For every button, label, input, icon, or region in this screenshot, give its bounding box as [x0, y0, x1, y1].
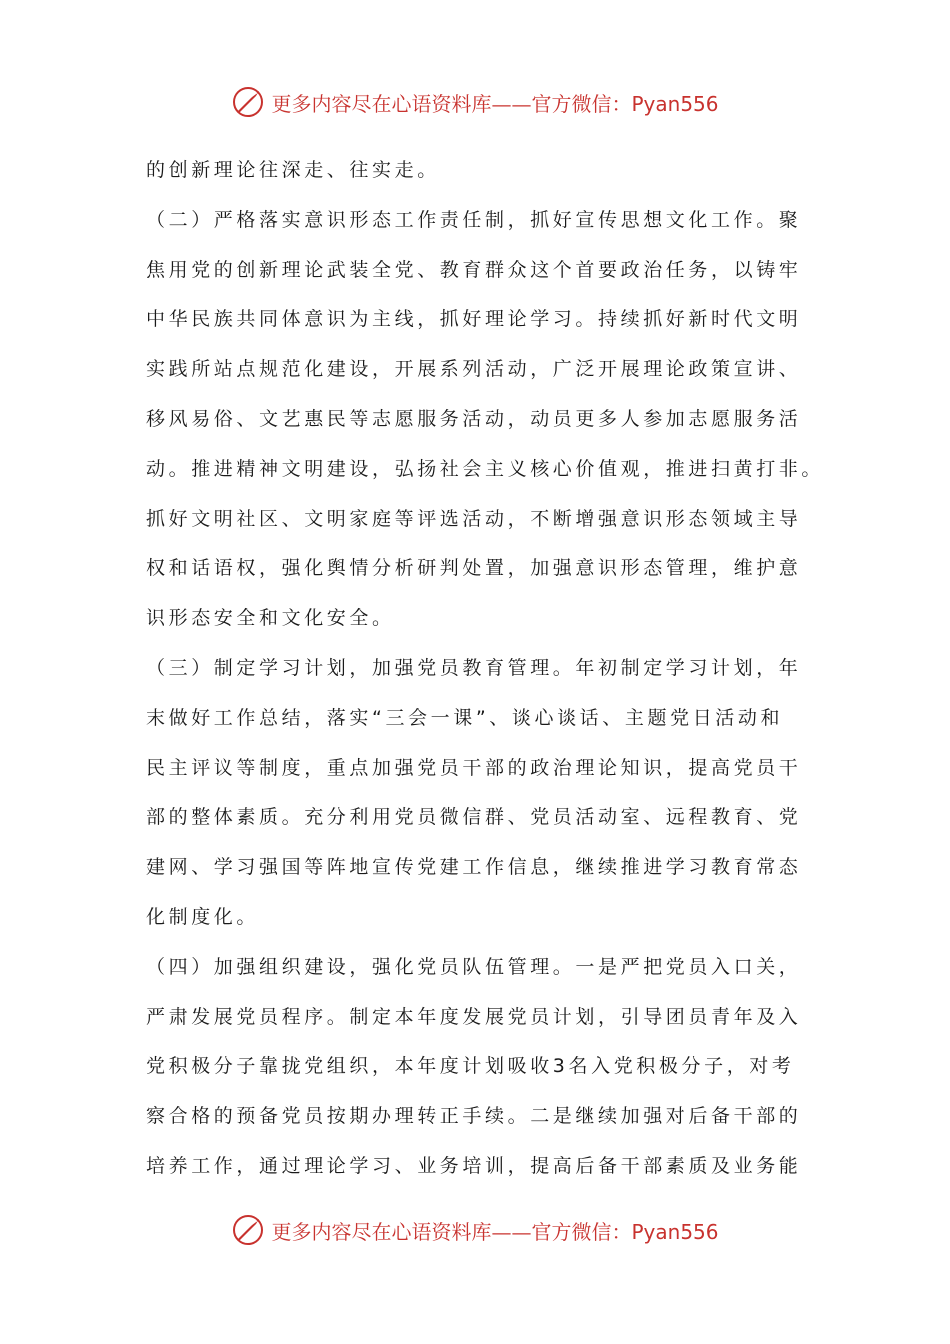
footer-watermark: [0, 1208, 950, 1252]
watermark-text: [271, 1216, 718, 1245]
text-line: 权和话语权，强化舆情分析研判处置，加强意识形态管理，维护意: [146, 557, 802, 580]
text-line: 建网、学习强国等阵地宣传党建工作信息，继续推进学习教育常态: [146, 856, 802, 879]
text-line: 抓好文明社区、文明家庭等评选活动，不断增强意识形态领域主导: [146, 507, 802, 530]
text-line: 末做好工作总结，落实“三会一课”、谈心谈话、主题党日活动和: [146, 706, 784, 729]
text-line: 化制度化。: [146, 905, 260, 928]
text-line: 识形态安全和文化安全。: [146, 607, 395, 630]
watermark-wechat-id: Pyan556: [631, 1219, 719, 1244]
text-line: 移风易俗、文艺惠民等志愿服务活动，动员更多人参加志愿服务活: [146, 407, 802, 430]
text-line: 焦用党的创新理论武装全党、教育群众这个首要政治任务，以铸牢: [146, 258, 802, 281]
quill-logo-icon: [231, 85, 265, 119]
text-line: （四）加强组织建设，强化党员队伍管理。一是严把党员入口关，: [146, 955, 802, 978]
text-line: 实践所站点规范化建设，开展系列活动，广泛开展理论政策宣讲、: [146, 358, 802, 381]
watermark-brand: 更多内容尽在心语资料库: [271, 91, 492, 116]
text-line: 中华民族共同体意识为主线，抓好理论学习。持续抓好新时代文明: [146, 308, 802, 331]
watermark-dash: ——: [491, 91, 532, 116]
text-line: 察合格的预备党员按期办理转正手续。二是继续加强对后备干部的: [146, 1105, 802, 1128]
text-line: 部的整体素质。充分利用党员微信群、党员活动室、远程教育、党: [146, 806, 802, 829]
document-body: [146, 146, 836, 1192]
watermark-wechat-id: Pyan556: [631, 91, 719, 116]
text-line: 动。推进精神文明建设，弘扬社会主义核心价值观，推进扫黄打非。: [146, 457, 825, 480]
text-line: 党积极分子靠拢党组织，本年度计划吸收3名入党积极分子，对考: [146, 1055, 795, 1078]
text-line: 严肃发展党员程序。制定本年度发展党员计划，引导团员青年及入: [146, 1005, 802, 1028]
text-line: （二）严格落实意识形态工作责任制，抓好宣传思想文化工作。聚: [146, 208, 802, 231]
watermark-wechat-label: 官方微信：: [531, 1219, 632, 1244]
watermark-brand: 更多内容尽在心语资料库: [271, 1219, 492, 1244]
watermark-text: [271, 88, 718, 117]
text-line: 培养工作，通过理论学习、业务培训，提高后备干部素质及业务能: [146, 1154, 802, 1177]
quill-logo-icon: [231, 1213, 265, 1247]
text-line: （三）制定学习计划，加强党员教育管理。年初制定学习计划，年: [146, 656, 802, 679]
header-watermark: [0, 80, 950, 124]
text-line: 民主评议等制度，重点加强党员干部的政治理论知识，提高党员干: [146, 756, 802, 779]
watermark-dash: ——: [491, 1219, 532, 1244]
watermark-wechat-label: 官方微信：: [531, 91, 632, 116]
text-line: 的创新理论往深走、往实走。: [146, 159, 440, 181]
